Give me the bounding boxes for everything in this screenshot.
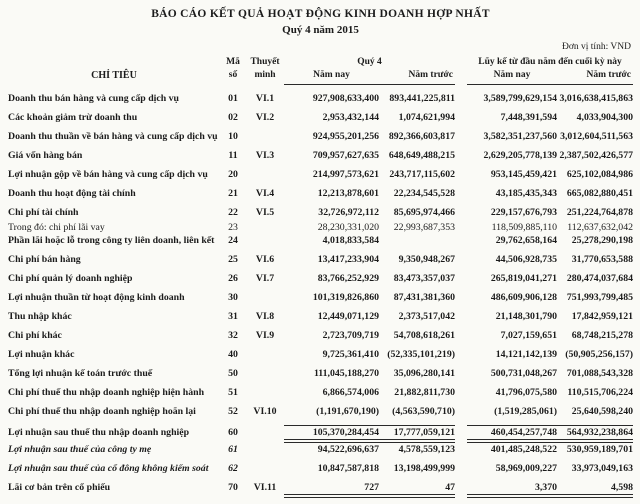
row-ytd-prior-value: 564,932,238,864 bbox=[557, 425, 633, 443]
row-code: 25 bbox=[228, 254, 238, 265]
row-q4-prior-value: 893,441,225,811 bbox=[389, 93, 455, 104]
row-q4-prior-value: 243,717,115,602 bbox=[389, 169, 455, 180]
row-ytd-prior-value: 3,012,604,511,563 bbox=[560, 131, 633, 142]
table-row bbox=[8, 349, 633, 368]
row-q4-prior-value: (4,563,590,710) bbox=[392, 406, 455, 417]
row-code: 10 bbox=[228, 131, 238, 142]
row-q4-current-value: 927,908,633,400 bbox=[312, 93, 379, 104]
row-q4-prior-value: 2,373,517,042 bbox=[398, 311, 455, 322]
row-ytd-prior-value: 4,033,904,300 bbox=[576, 112, 633, 123]
table-row bbox=[8, 368, 633, 387]
table-row bbox=[8, 444, 633, 463]
row-code: 23 bbox=[228, 222, 238, 233]
row-label: Chi phí quản lý doanh nghiệp bbox=[8, 273, 133, 284]
col-group-ytd bbox=[467, 56, 633, 85]
report-period: Quý 4 năm 2015 bbox=[282, 24, 359, 36]
row-ytd-current-value: 14,121,142,139 bbox=[495, 349, 557, 360]
col-header-code bbox=[220, 56, 246, 85]
col-header-prior-year: Năm trước bbox=[586, 70, 631, 80]
row-note-ref: VI.8 bbox=[255, 311, 275, 322]
row-code: 51 bbox=[228, 387, 238, 398]
row-label: Thu nhập khác bbox=[8, 311, 72, 322]
report-table-body bbox=[8, 93, 633, 503]
row-label: Doanh thu hoạt động tài chính bbox=[8, 188, 136, 199]
row-q4-prior-value: 22,993,687,353 bbox=[393, 222, 455, 233]
col-header-note-line2: minh bbox=[254, 70, 276, 80]
row-q4-current-value: 709,957,627,635 bbox=[312, 150, 379, 161]
table-row bbox=[8, 311, 633, 330]
row-q4-prior-value: 13,198,499,999 bbox=[393, 463, 455, 474]
report-title: BÁO CÁO KẾT QUẢ HOẠT ĐỘNG KINH DOANH HỢP NHẤT bbox=[151, 8, 490, 20]
table-row bbox=[8, 482, 633, 503]
table-row bbox=[8, 254, 633, 273]
row-q4-current-value: 32,726,972,112 bbox=[318, 207, 379, 218]
row-ytd-current-value: 460,454,257,748 bbox=[467, 425, 557, 443]
row-q4-current-value: 105,370,284,454 bbox=[284, 425, 379, 443]
row-label: Lãi cơ bản trên cổ phiếu bbox=[8, 482, 111, 493]
row-ytd-current-value: 265,819,041,271 bbox=[490, 273, 557, 284]
row-q4-prior-value: 9,350,948,267 bbox=[398, 254, 455, 265]
row-label: Chi phí tài chính bbox=[8, 207, 79, 218]
row-note-ref: VI.3 bbox=[255, 150, 275, 161]
row-ytd-current-value: 953,145,459,421 bbox=[490, 169, 557, 180]
table-row bbox=[8, 112, 633, 131]
row-note-ref: VI.11 bbox=[253, 482, 277, 493]
col-header-code-line1: Mã bbox=[226, 57, 240, 67]
row-label: Chi phí khác bbox=[8, 330, 62, 341]
row-code: 62 bbox=[228, 463, 238, 474]
col-header-code-line2: số bbox=[228, 70, 238, 80]
row-ytd-current-value: 2,629,205,778,139 bbox=[483, 150, 557, 161]
col-header-current-year: Năm nay bbox=[493, 70, 531, 80]
col-header-note bbox=[246, 56, 284, 85]
row-q4-prior-value: 648,649,488,215 bbox=[388, 150, 455, 161]
row-q4-prior-value: 17,777,059,121 bbox=[379, 425, 455, 443]
row-code: 60 bbox=[228, 427, 238, 438]
row-ytd-current-value: 500,731,048,267 bbox=[490, 368, 557, 379]
row-code: 31 bbox=[228, 311, 238, 322]
row-q4-current-value: 214,997,573,621 bbox=[312, 169, 379, 180]
row-q4-prior-value: 85,695,974,466 bbox=[393, 207, 455, 218]
row-ytd-prior-value: 68,748,215,278 bbox=[571, 330, 633, 341]
row-code: 26 bbox=[228, 273, 238, 284]
row-code: 20 bbox=[228, 169, 238, 180]
row-code: 50 bbox=[228, 368, 238, 379]
row-label: Phần lãi hoặc lỗ trong công ty liên doanh, liên kết bbox=[8, 235, 215, 246]
row-ytd-prior-value: 2,387,502,426,577 bbox=[559, 150, 633, 161]
row-q4-current-value: 924,955,201,256 bbox=[312, 131, 379, 142]
row-ytd-prior-value: 3,016,638,415,863 bbox=[559, 93, 633, 104]
row-ytd-prior-value: 4,598 bbox=[557, 482, 633, 498]
row-code: 11 bbox=[228, 150, 238, 161]
table-row bbox=[8, 292, 633, 311]
row-q4-prior-value: 83,473,357,037 bbox=[393, 273, 455, 284]
table-row bbox=[8, 330, 633, 349]
table-row bbox=[8, 131, 633, 150]
table-row bbox=[8, 93, 633, 112]
row-code: 32 bbox=[228, 330, 238, 341]
row-code: 21 bbox=[228, 188, 238, 199]
row-code: 01 bbox=[228, 93, 238, 104]
row-note-ref: VI.5 bbox=[255, 207, 275, 218]
row-note-ref: VI.1 bbox=[255, 93, 275, 104]
row-q4-prior-value: 35,096,280,141 bbox=[393, 368, 455, 379]
row-label: Lợi nhuận thuần từ hoạt động kinh doanh bbox=[8, 292, 185, 303]
row-ytd-prior-value: 25,640,598,240 bbox=[571, 406, 633, 417]
row-ytd-prior-value: 665,082,880,451 bbox=[566, 188, 633, 199]
table-row bbox=[8, 387, 633, 406]
row-q4-current-value: 4,018,833,584 bbox=[322, 235, 379, 246]
row-code: 70 bbox=[228, 482, 238, 493]
row-ytd-prior-value: 33,973,049,163 bbox=[571, 463, 633, 474]
row-label: Lợi nhuận khác bbox=[8, 349, 75, 360]
row-ytd-current-value: 3,582,351,237,560 bbox=[483, 131, 557, 142]
row-label: Doanh thu thuần về bán hàng và cung cấp dịch vụ bbox=[8, 131, 218, 142]
row-label: Lợi nhuận gộp về bán hàng và cung cấp dịch vụ bbox=[8, 169, 208, 180]
row-ytd-prior-value: 31,770,653,588 bbox=[571, 254, 633, 265]
table-row bbox=[8, 222, 633, 235]
row-note-ref: VI.4 bbox=[255, 188, 275, 199]
row-code: 52 bbox=[228, 406, 238, 417]
row-ytd-current-value: (1,519,285,061) bbox=[494, 406, 557, 417]
col-group-ytd-subheaders bbox=[467, 69, 633, 82]
row-note-ref: VI.7 bbox=[255, 273, 275, 284]
row-code: 02 bbox=[228, 112, 238, 123]
row-q4-current-value: 94,522,696,637 bbox=[317, 444, 379, 455]
row-q4-prior-value: 54,708,618,261 bbox=[393, 330, 455, 341]
row-q4-prior-value: 22,234,545,528 bbox=[393, 188, 455, 199]
row-note-ref: VI.10 bbox=[253, 406, 277, 417]
row-ytd-current-value: 44,506,928,735 bbox=[495, 254, 557, 265]
col-group-quarter-subheaders bbox=[284, 69, 455, 82]
row-q4-prior-value: 21,882,811,730 bbox=[394, 387, 455, 398]
col-header-current-year: Năm nay bbox=[313, 70, 350, 80]
col-group-quarter-title: Quý 4 bbox=[357, 57, 382, 67]
row-q4-prior-value: 47 bbox=[379, 482, 455, 498]
row-q4-prior-value: (52,335,101,219) bbox=[387, 349, 455, 360]
table-row bbox=[8, 406, 633, 425]
row-q4-current-value: 727 bbox=[284, 482, 379, 498]
row-label: Chi phí thuế thu nhập doanh nghiệp hiện hành bbox=[8, 387, 205, 398]
row-ytd-current-value: 29,762,658,164 bbox=[495, 235, 557, 246]
row-q4-current-value: 10,847,587,818 bbox=[317, 463, 379, 474]
row-q4-prior-value: 892,366,603,817 bbox=[388, 131, 455, 142]
table-row bbox=[8, 169, 633, 188]
table-row bbox=[8, 463, 633, 482]
row-ytd-current-value: 3,370 bbox=[467, 482, 557, 498]
row-q4-prior-value: 87,431,381,360 bbox=[393, 292, 455, 303]
row-code: 61 bbox=[228, 444, 238, 455]
table-row bbox=[8, 273, 633, 292]
row-code: 24 bbox=[228, 235, 238, 246]
row-ytd-current-value: 7,448,391,594 bbox=[500, 112, 557, 123]
col-group-quarter bbox=[284, 56, 455, 85]
table-row bbox=[8, 150, 633, 169]
row-ytd-current-value: 21,148,301,790 bbox=[495, 311, 557, 322]
row-q4-prior-value: 4,578,559,123 bbox=[398, 444, 455, 455]
row-q4-current-value: 83,766,252,929 bbox=[317, 273, 379, 284]
row-ytd-current-value: 229,157,676,793 bbox=[490, 207, 557, 218]
table-row bbox=[8, 235, 633, 254]
row-note-ref: VI.2 bbox=[255, 112, 275, 123]
row-label: Trong đó: chi phí lãi vay bbox=[8, 222, 105, 233]
row-ytd-prior-value: 625,102,084,986 bbox=[566, 169, 633, 180]
row-q4-current-value: 2,953,432,144 bbox=[322, 112, 379, 123]
row-code: 30 bbox=[228, 292, 238, 303]
row-note-ref: VI.9 bbox=[255, 330, 275, 341]
row-q4-current-value: 12,449,071,129 bbox=[317, 311, 379, 322]
row-ytd-current-value: 401,485,248,522 bbox=[490, 444, 557, 455]
row-label: Tổng lợi nhuận kế toán trước thuế bbox=[8, 368, 153, 379]
row-label: Lợi nhuận sau thuế thu nhập doanh nghiệp bbox=[8, 427, 190, 438]
row-q4-current-value: 6,866,574,006 bbox=[322, 387, 379, 398]
row-ytd-current-value: 3,589,799,629,154 bbox=[483, 93, 557, 104]
row-ytd-prior-value: 251,224,764,878 bbox=[566, 207, 633, 218]
row-label: Các khoản giảm trừ doanh thu bbox=[8, 112, 138, 123]
row-ytd-current-value: 118,509,885,110 bbox=[491, 222, 557, 233]
row-code: 40 bbox=[228, 349, 238, 360]
row-ytd-prior-value: 25,278,290,198 bbox=[571, 235, 633, 246]
table-header bbox=[8, 56, 633, 85]
row-ytd-prior-value: 701,088,543,328 bbox=[566, 368, 633, 379]
col-group-ytd-title: Lũy kế từ đầu năm đến cuối kỳ này bbox=[478, 57, 622, 67]
row-ytd-prior-value: (50,905,256,157) bbox=[565, 349, 633, 360]
row-ytd-prior-value: 530,959,189,701 bbox=[566, 444, 633, 455]
column-group-gap bbox=[455, 56, 467, 85]
row-q4-current-value: (1,191,670,190) bbox=[316, 406, 379, 417]
row-ytd-prior-value: 751,993,799,485 bbox=[566, 292, 633, 303]
row-ytd-prior-value: 17,842,959,121 bbox=[571, 311, 633, 322]
row-q4-current-value: 28,230,331,020 bbox=[317, 222, 379, 233]
row-note-ref: VI.6 bbox=[255, 254, 275, 265]
currency-unit-note: Đơn vị tính: VND bbox=[562, 42, 631, 52]
row-ytd-prior-value: 110,515,706,224 bbox=[567, 387, 633, 398]
row-q4-current-value: 13,417,233,904 bbox=[317, 254, 379, 265]
row-ytd-current-value: 486,609,906,128 bbox=[490, 292, 557, 303]
row-q4-current-value: 12,213,878,601 bbox=[317, 188, 379, 199]
row-q4-current-value: 9,725,361,410 bbox=[322, 349, 379, 360]
row-label: Giá vốn hàng bán bbox=[8, 150, 83, 161]
row-label: Chi phí bán hàng bbox=[8, 254, 81, 265]
row-q4-prior-value: 1,074,621,994 bbox=[398, 112, 455, 123]
row-label: Lợi nhuận sau thuế của cổ đông không kiểm soát bbox=[8, 463, 209, 474]
row-ytd-current-value: 41,796,075,580 bbox=[495, 387, 557, 398]
row-ytd-current-value: 58,969,009,227 bbox=[495, 463, 557, 474]
row-label: Lợi nhuận sau thuế của công ty mẹ bbox=[8, 444, 152, 455]
row-ytd-prior-value: 112,637,632,042 bbox=[567, 222, 633, 233]
row-q4-current-value: 2,723,709,719 bbox=[322, 330, 379, 341]
col-header-prior-year: Năm trước bbox=[408, 70, 453, 80]
row-ytd-current-value: 7,027,159,651 bbox=[500, 330, 557, 341]
row-q4-current-value: 111,045,188,270 bbox=[313, 368, 379, 379]
table-row bbox=[8, 188, 633, 207]
row-ytd-current-value: 43,185,435,343 bbox=[495, 188, 557, 199]
row-q4-current-value: 101,319,826,860 bbox=[312, 292, 379, 303]
table-row bbox=[8, 425, 633, 444]
row-ytd-prior-value: 280,474,037,684 bbox=[566, 273, 633, 284]
row-label: Doanh thu bán hàng và cung cấp dịch vụ bbox=[8, 93, 179, 104]
row-code: 22 bbox=[228, 207, 238, 218]
row-label: Chi phí thuế thu nhập doanh nghiệp hoãn lại bbox=[8, 406, 196, 417]
col-header-note-line1: Thuyết bbox=[250, 57, 280, 67]
col-header-criteria: CHỈ TIÊU bbox=[91, 70, 137, 81]
